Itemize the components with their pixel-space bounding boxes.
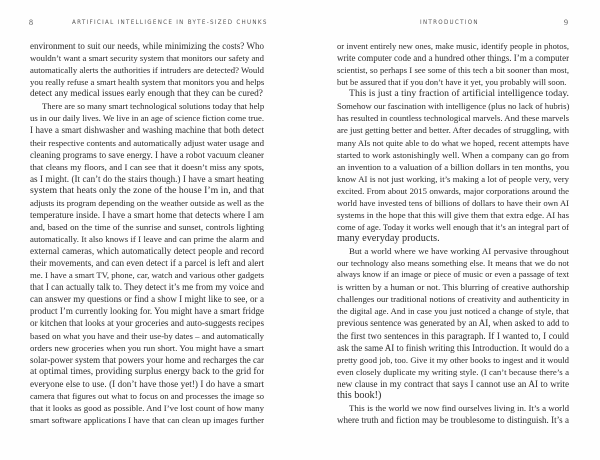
- text-line: wouldn’t want a smart security system that monitors our safety and: [30, 53, 264, 64]
- text-line: the digital age. And in case you just noticed a change of style, that: [337, 306, 569, 317]
- text-line: their respective contents and automatically adjust water usage and: [30, 137, 264, 148]
- text-line: solar-power system that powers your home and recharges the car: [30, 354, 264, 365]
- text-line: previous sentence was generated by an AI, when asked to add to: [337, 318, 569, 329]
- text-line: detect any medical issues early enough that they can be cured?: [30, 89, 263, 100]
- text-line: the first two sentences in this paragraph. If I wanted to, I could: [337, 330, 569, 341]
- text-line: everyone else to use. (I don’t have those yet!) I do have a smart: [30, 378, 264, 389]
- running-head-chapter-title: INTRODUCTION: [420, 19, 479, 26]
- text-line: even closely duplicate my writing style. (I can’t because there’s a: [337, 366, 569, 377]
- text-line: I have a smart dishwasher and washing machine that both detect: [30, 125, 264, 136]
- right-page: [300, 0, 600, 460]
- text-line: always know if an image or piece of music or even a passage of text: [337, 270, 569, 280]
- body-text: [30, 40, 264, 426]
- text-line: that it looks as good as possible. And I’ve lost count of how many: [30, 402, 264, 413]
- paragraph-first-line: But a world where we have working AI pervasive throughout: [349, 246, 569, 257]
- text-line: automatically alerts the authorities if intruders are detected? Would: [30, 65, 264, 76]
- text-line: smart software applications I have that can clean up images further: [30, 414, 264, 425]
- text-line: Somehow our fascination with intelligence (plus no lack of hubris): [337, 101, 569, 112]
- text-line: orders new groceries when you run short. You might have a smart: [30, 342, 264, 353]
- text-line: new clause in my contract that says I cannot use an AI to write: [337, 378, 569, 389]
- text-line: us in our daily lives. We live in an age of science fiction come true.: [30, 113, 264, 124]
- text-line: as I might. (It can’t do the stairs though.) I have a smart heating: [30, 173, 264, 184]
- text-line: our technology also means something else. It means that we do not: [337, 258, 569, 269]
- text-line: an invention to a valuation of a billion dollars in ten months, you: [337, 161, 569, 172]
- text-line: based on what you have and their use-by dates – and automatically: [30, 330, 264, 341]
- text-line: external cameras, which automatically detect people and record: [30, 246, 264, 257]
- text-line: me. I have a smart TV, phone, car, watch and various other gadgets: [30, 270, 264, 281]
- text-line: many everyday products.: [337, 233, 440, 244]
- text-line: challenges our traditional notions of creativity and authenticity in: [337, 294, 569, 305]
- text-line: temperature inside. I have a smart home that detects where I am: [30, 209, 264, 220]
- text-line: is written by a human or not. This blurring of creative authorship: [337, 282, 569, 293]
- text-line: pretty good job, too. Give it my other books to ingest and it would: [337, 354, 569, 365]
- running-head-book-title: ARTIFICIAL INTELLIGENCE IN BYTE-SIZED CHUNKS: [72, 19, 268, 26]
- text-line: camera that figures out what to focus on and processes the image so: [30, 390, 264, 401]
- text-line: or kitchen that looks at your groceries and auto-suggests recipes: [30, 318, 264, 329]
- paragraph-first-line: This is the world we now find ourselves living in. It’s a world: [349, 402, 569, 413]
- text-line: that cleans my floors, and I can see that it doesn’t miss any spots,: [30, 161, 264, 172]
- text-line: and, based on the time of the sunrise and sunset, controls lighting: [30, 221, 264, 232]
- text-line: this book!): [337, 389, 382, 401]
- text-line: scientist, so perhaps I see some of this tech a bit sooner than most,: [337, 65, 569, 76]
- page-number: 9: [564, 18, 568, 27]
- text-line: where truth and fiction may be troublesome to distinguish. It’s a: [337, 414, 569, 425]
- text-line: their movements, and can even detect if a parcel is left and alert: [30, 258, 264, 269]
- text-line: at optimal times, providing surplus energy back to the grid for: [30, 366, 264, 377]
- text-line: excited. From about 2015 onwards, major corporations around the: [337, 185, 569, 196]
- text-line: can answer my questions or find a show I might like to see, or a: [30, 294, 264, 305]
- text-line: write computer code and a hundred other things. I’m a computer: [337, 53, 569, 64]
- text-line: you really refuse a smart health system that monitors you and helps: [30, 77, 264, 88]
- text-line: many AIs not quite able to do what we hoped, recent attempts have: [337, 137, 569, 148]
- text-line: come of age. Today it works well enough that it’s an integral part of: [337, 221, 569, 232]
- text-line: systems in the hope that this will give them that extra edge. AI has: [337, 209, 569, 220]
- text-line: adjusts its program depending on the weather outside as well as the: [30, 197, 264, 208]
- text-line: but be assured that if you don’t have it yet, you probably will soon.: [337, 77, 567, 88]
- text-line: ask the same AI to finish writing this Introduction. It would do a: [337, 342, 569, 353]
- text-line: system that heats only the zone of the house I’m in, and that: [30, 184, 264, 196]
- page-number: 8: [29, 18, 33, 27]
- body-text: [337, 40, 569, 426]
- paragraph-first-line: There are so many smart technological solutions today that help: [42, 101, 264, 112]
- text-line: cleaning programs to save energy. I have a robot vacuum cleaner: [30, 149, 264, 160]
- text-line: started to work astonishingly well. When a company can go from: [337, 149, 569, 160]
- text-line: are just getting better and better. After decades of struggling, with: [337, 125, 569, 136]
- text-line: automatically. It also knows if I leave and can prime the alarm and: [30, 234, 264, 244]
- text-line: has resulted in countless technological marvels. And these marvels: [337, 113, 569, 124]
- text-line: know AI is not just working, it’s making a lot of people very, very: [337, 173, 569, 184]
- text-line: world have invested tens of billions of dollars to have their own AI: [337, 197, 569, 208]
- text-line: product I’m currently looking for. You might have a smart fridge: [30, 306, 264, 317]
- paragraph-first-line: This is just a tiny fraction of artificial intelligence today.: [349, 88, 569, 100]
- text-line: or invent entirely new ones, make music, identify people in photos,: [337, 41, 569, 51]
- text-line: environment to suit our needs, while minimizing the costs? Who: [30, 41, 264, 51]
- text-line: that I can actually talk to. They detect it’s me from my voice and: [30, 282, 264, 293]
